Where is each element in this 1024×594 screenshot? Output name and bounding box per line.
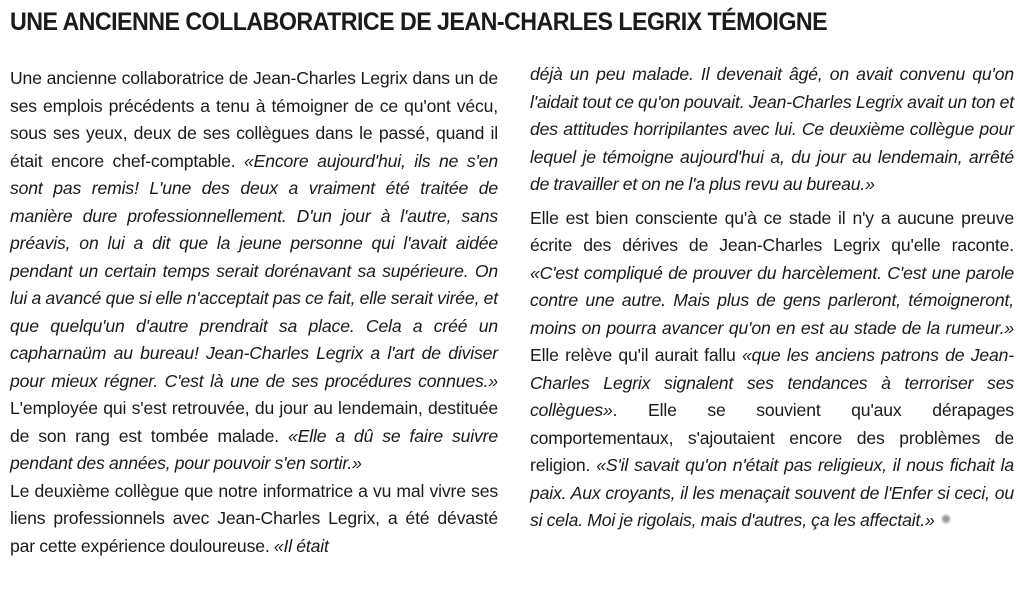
paragraph — [530, 205, 1014, 535]
quote-text: «Encore aujourd'hui, ils ne s'en sont pas remis! L'une des deux a vraiment été traitée de manière dure professionnellement. D'un jour à l'autre, sans préavis, on lui a dit que la jeune personne qui l'avait aidée pendant un certain temps serait dorénavant sa supérieure. On lui a avancé que si elle n'acceptait pas ce fait, elle serait virée, et que quelqu'un d'autre prendrait sa place. Cela a créé un capharnaüm au bureau! Jean-Charles Legrix a l'art de diviser pour mieux régner. C'est là une de ses procédures connues.» — [10, 150, 498, 391]
quote-text: «C'est compliqué de prouver du harcèlement. C'est une parole contre une autre. Mais plus de gens parleront, témoigneront, moins on pourra avancer qu'on en est au stade de la rumeur.» — [530, 262, 1014, 338]
paragraph — [10, 478, 498, 561]
end-of-article-icon — [941, 514, 951, 524]
quote-text: «Il était — [273, 535, 329, 556]
body-text: . Elle se souvient qu'aux dérapages comportementaux, s'ajoutaient encore des problèmes de religion. — [530, 400, 1014, 475]
paragraph — [530, 61, 1014, 199]
paragraph — [10, 65, 498, 478]
article-column-right — [530, 61, 1014, 535]
body-text: Une ancienne collaboratrice de Jean-Charles Legrix dans un de ses emplois précédents a tenu à témoigner de ce qu'ont vécu, sous ses yeux, deux de ses collègues dans le passé, quand il était encore chef-comptable. — [10, 68, 498, 171]
article-headline: UNE ANCIENNE COLLABORATRICE DE JEAN-CHARLES LEGRIX TÉMOIGNE — [10, 8, 828, 36]
quote-text: «Elle a dû se faire suivre pendant des années, pour pouvoir s'en sortir.» — [10, 425, 498, 473]
quote-text: «S'il savait qu'on n'était pas religieux, il nous fichait la paix. Aux croyants, il les menaçait souvent de l'Enfer si ceci, ou si cela. Moi je rigolais, mais d'autres, ça les affectait.» — [530, 455, 1014, 530]
body-text: Elle est bien consciente qu'à ce stade il n'y a aucune preuve écrite des dérives de Jean-Charles Legrix qu'elle raconte. — [530, 207, 1014, 255]
body-text: L'employée qui s'est retrouvée, du jour au lendemain, destituée de son rang est tombée malade. — [10, 398, 498, 446]
body-text: Elle relève qu'il aurait fallu — [530, 345, 743, 365]
body-text: Le deuxième collègue que notre informatrice a vu mal vivre ses liens professionnels avec Jean-Charles Legrix, a été dévasté par cette expérience douloureuse. — [10, 480, 498, 556]
quote-text: déjà un peu malade. Il devenait âgé, on avait convenu qu'on l'aidait tout ce qu'on pouvait. Jean-Charles Legrix avait un ton et des attitudes horripilantes avec lui. Ce deuxième collègue pour lequel je témoigne aujourd'hui a, du jour au lendemain, arrêté de travailler et on ne l'a plus revu au bureau.» — [530, 64, 1014, 194]
article-column-left — [10, 65, 498, 560]
quote-text: «que les anciens patrons de Jean-Charles Legrix signalent ses tendances à terroriser ses collègues» — [530, 345, 1014, 420]
